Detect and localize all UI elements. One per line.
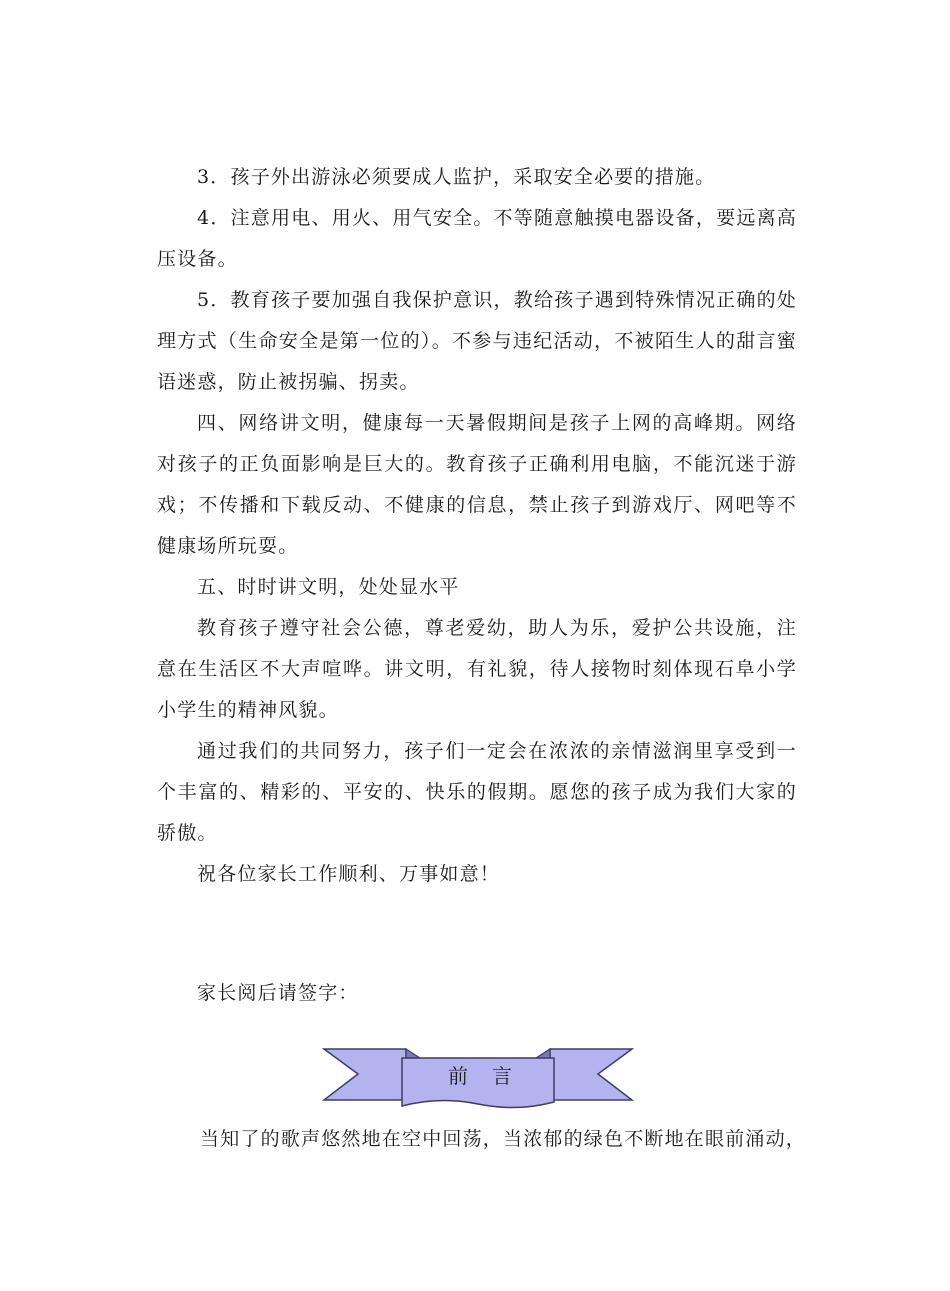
letter-body — [157, 157, 797, 895]
paragraph-internet-civility: 四、网络讲文明，健康每一天暑假期间是孩子上网的高峰期。网络对孩子的正负面影响是巨大的。教育孩子正确利用电脑，不能沉迷于游戏；不传播和下载反动、不健康的信息，禁止孩子到游戏厅、网吧等不健康场所玩耍。 — [157, 412, 797, 557]
paragraph-joint-effort: 通过我们的共同努力，孩子们一定会在浓浓的亲情滋润里享受到一个丰富的、精彩的、平安的、快乐的假期。愿您的孩子成为我们大家的骄傲。 — [157, 740, 797, 844]
paragraph-swimming-safety: 3．孩子外出游泳必须要成人监护，采取安全必要的措施。 — [197, 166, 716, 188]
preface-title: 前言 — [448, 1064, 536, 1088]
preface-banner — [322, 1046, 634, 1112]
section-heading-civility: 五、时时讲文明，处处显水平 — [197, 576, 460, 598]
paragraph-electric-fire-gas-safety: 4．注意用电、用火、用气安全。不等随意触摸电器设备，要远离高压设备。 — [157, 207, 797, 270]
paragraph-social-morality: 教育孩子遵守社会公德，尊老爱幼，助人为乐，爱护公共设施，注意在生活区不大声喧哗。讲文明，有礼貌，待人接物时刻体现石阜小学小学生的精神风貌。 — [157, 617, 797, 721]
paragraph-self-protection: 5．教育孩子要加强自我保护意识，教给孩子遇到特殊情况正确的处理方式（生命安全是第一位的）。不参与违纪活动，不被陌生人的甜言蜜语迷惑，防止被拐骗、拐卖。 — [157, 289, 797, 393]
parent-signature-prompt: 家长阅后请签字： — [197, 982, 359, 1004]
paragraph-best-wishes: 祝各位家长工作顺利、万事如意！ — [197, 863, 501, 885]
preface-first-line: 当知了的歌声悠然地在空中回荡，当浓郁的绿色不断地在眼前涌动， — [200, 1128, 807, 1150]
